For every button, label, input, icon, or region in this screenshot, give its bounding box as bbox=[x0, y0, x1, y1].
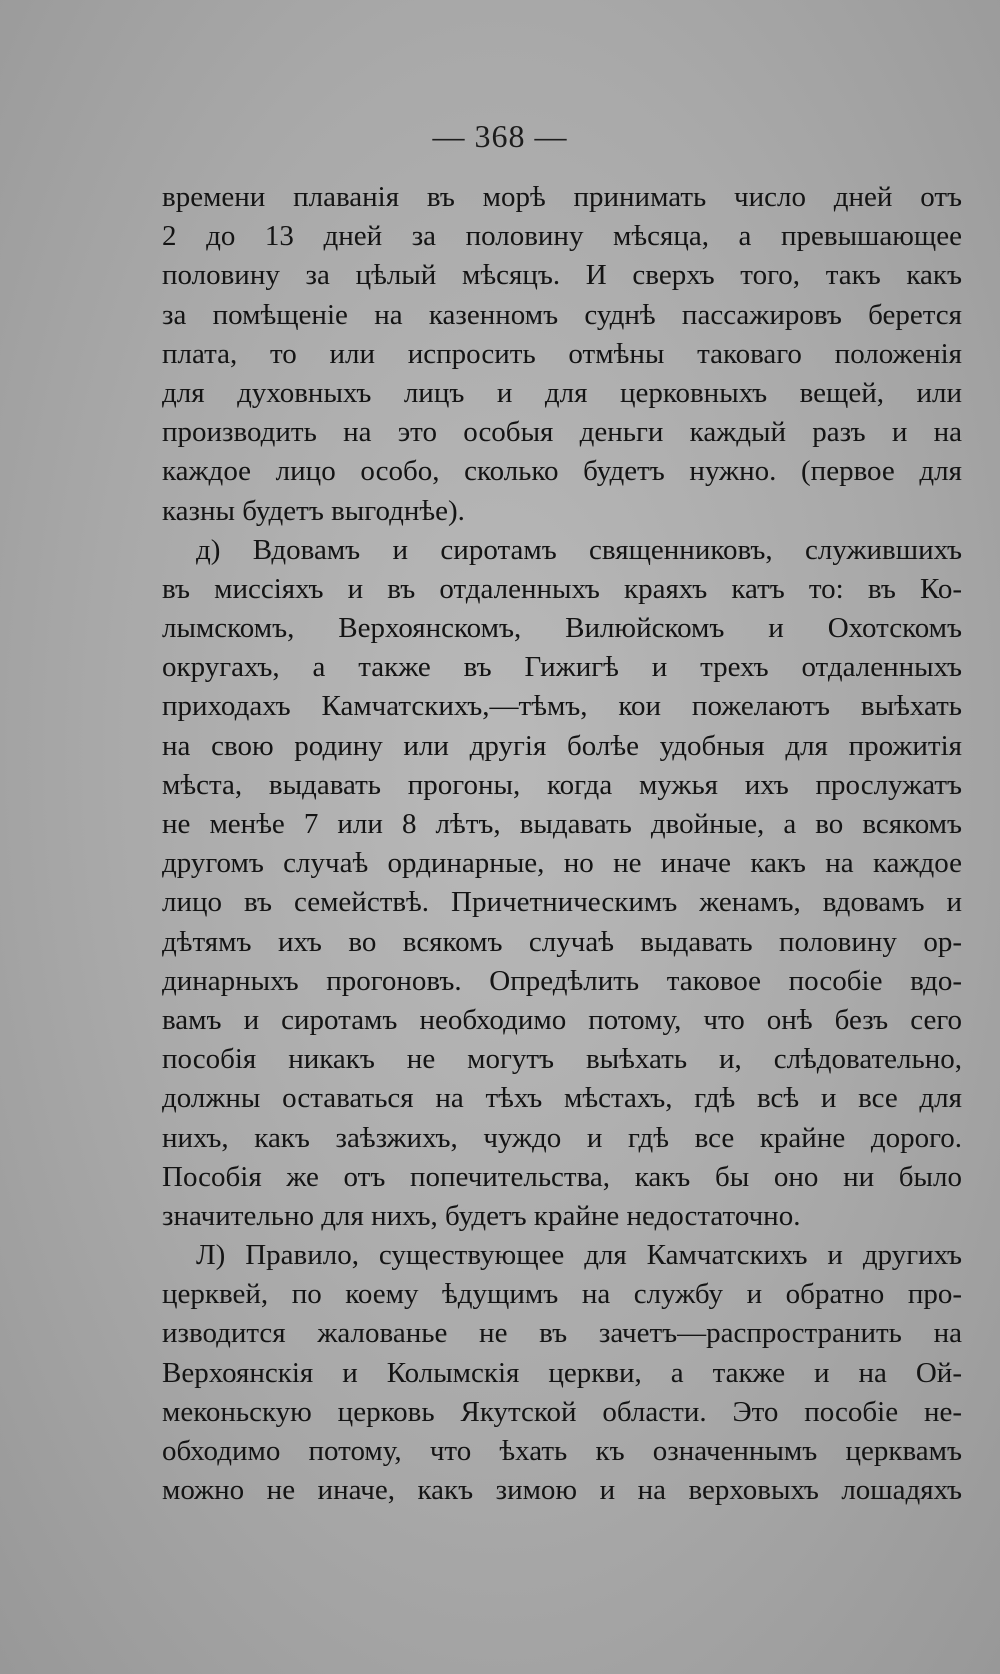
text-line: Л) Правило, существующее для Камчатскихъ и другихъ bbox=[196, 1239, 962, 1272]
text-line: можно не иначе, какъ зимою и на верховыхъ лошадяхъ bbox=[162, 1474, 962, 1507]
text-line: д) Вдовамъ и сиротамъ священниковъ, служившихъ bbox=[196, 533, 962, 566]
text-line: изводится жалованье не въ зачетъ—распространить на bbox=[162, 1317, 962, 1350]
text-line: на свою родину или другія болѣе удобныя для прожитія bbox=[162, 729, 962, 762]
text-line: вамъ и сиротамъ необходимо потому, что онѣ безъ сего bbox=[162, 1003, 962, 1036]
page-number: — 368 — bbox=[432, 118, 568, 154]
text-line: лымскомъ, Верхоянскомъ, Вилюйскомъ и Охотскомъ bbox=[162, 612, 962, 645]
text-line: другомъ случаѣ ординарные, но не иначе какъ на каждое bbox=[162, 847, 962, 880]
text-line: лицо въ семействѣ. Причетническимъ женамъ, вдовамъ и bbox=[162, 886, 962, 919]
text-line: 2 до 13 дней за половину мѣсяца, а превышающее bbox=[162, 220, 962, 253]
text-line: казны будетъ выгоднѣе). bbox=[162, 494, 465, 527]
text-line: въ миссіяхъ и въ отдаленныхъ краяхъ катъ то: въ Ко- bbox=[162, 572, 962, 605]
text-line: за помѣщеніе на казенномъ суднѣ пассажировъ берется bbox=[162, 298, 962, 331]
text-line: каждое лицо особо, сколько будетъ нужно. (первое для bbox=[162, 455, 962, 488]
text-line: времени плаванія въ морѣ принимать число дней отъ bbox=[162, 181, 962, 213]
text-line: обходимо потому, что ѣхать къ означеннымъ церквамъ bbox=[162, 1435, 962, 1467]
text-line: для духовныхъ лицъ и для церковныхъ вещей, или bbox=[162, 376, 962, 409]
text-line: приходахъ Камчатскихъ,—тѣмъ, кои пожелаютъ выѣхать bbox=[162, 690, 962, 723]
text-line: мѣста, выдавать прогоны, когда мужья ихъ прослужатъ bbox=[162, 768, 962, 801]
text-line: производить на это особыя деньги каждый разъ и на bbox=[162, 416, 962, 449]
text-line: плата, то или испросить отмѣны таковаго положенія bbox=[162, 337, 962, 370]
text-line: Верхоянскія и Колымскія церкви, а также и на Ой- bbox=[162, 1356, 962, 1389]
text-line: округахъ, а также въ Гижигѣ и трехъ отдаленныхъ bbox=[162, 651, 962, 684]
text-line: не менѣе 7 или 8 лѣтъ, выдавать двойные, а во всякомъ bbox=[162, 808, 962, 840]
text-line: нихъ, какъ заѣзжихъ, чуждо и гдѣ все крайне дорого. bbox=[162, 1121, 962, 1154]
text-line: пособія никакъ не могутъ выѣхать и, слѣдовательно, bbox=[162, 1043, 962, 1076]
text-line: Пособія же отъ попечительства, какъ бы оно ни было bbox=[162, 1160, 962, 1193]
paragraph-d bbox=[162, 531, 962, 1236]
text-line: половину за цѣлый мѣсяцъ. И сверхъ того, такъ какъ bbox=[162, 259, 962, 292]
text-line: динарныхъ прогоновъ. Опредѣлить таковое пособіе вдо- bbox=[162, 964, 962, 997]
text-line: должны оставаться на тѣхъ мѣстахъ, гдѣ всѣ и все для bbox=[162, 1082, 962, 1115]
paragraph-continuation bbox=[162, 178, 962, 531]
text-line: дѣтямъ ихъ во всякомъ случаѣ выдавать половину ор- bbox=[162, 925, 962, 958]
text-line: церквей, по коему ѣдущимъ на службу и обратно про- bbox=[162, 1278, 962, 1311]
text-line: значительно для нихъ, будетъ крайне недостаточно. bbox=[162, 1199, 801, 1232]
text-line: меконьскую церковь Якутской области. Это пособіе не- bbox=[162, 1395, 962, 1428]
paragraph-l bbox=[162, 1236, 962, 1510]
body-text bbox=[162, 178, 962, 1510]
